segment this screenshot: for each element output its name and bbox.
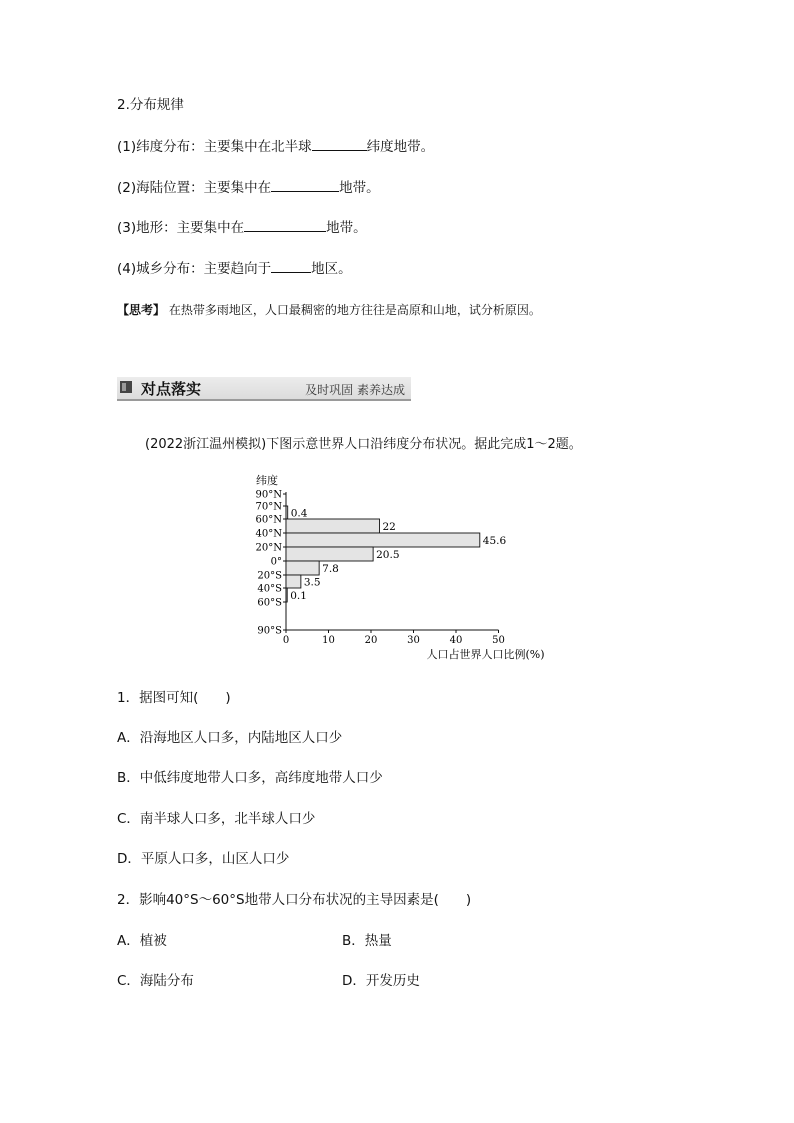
bar-value-label: 0.4 (290, 507, 308, 520)
y-tick-label: 40°N (255, 528, 282, 540)
bar (286, 519, 380, 533)
section-title: 对点落实 (141, 380, 202, 398)
section-square-icon-inner (122, 383, 126, 391)
fill-item-land-sea (117, 178, 380, 197)
answer-blank[interactable] (271, 178, 339, 192)
fill-item-text: 地带。 (326, 220, 367, 236)
fill-item-text: (1)纬度分布：主要集中在北半球 (117, 139, 312, 155)
y-axis-label: 纬度 (256, 474, 278, 487)
bar (286, 561, 319, 575)
think-tag: 【思考】 (117, 303, 166, 317)
question-1-stem: 1．据图可知( ) (117, 690, 231, 706)
x-tick-label: 40 (449, 635, 463, 646)
fill-item-terrain (117, 218, 367, 237)
bar (286, 533, 480, 547)
y-tick-label: 40°S (257, 583, 282, 595)
question-intro: (2022浙江温州模拟)下图示意世界人口沿纬度分布状况。据此完成1～2题。 (145, 437, 582, 452)
answer-blank[interactable] (271, 259, 311, 273)
y-tick-label: 70°N (255, 501, 282, 513)
bar (286, 575, 301, 588)
bar (286, 506, 288, 519)
y-tick-label: 60°S (257, 597, 282, 609)
think-prompt (117, 301, 541, 318)
think-text: 在热带多雨地区，人口最稠密的地方往往是高原和山地，试分析原因。 (168, 303, 541, 317)
x-tick-label: 50 (492, 635, 505, 646)
x-tick-label: 20 (364, 635, 378, 646)
bar-value-label: 7.8 (322, 563, 339, 575)
fill-item-text: (4)城乡分布：主要趋向于 (117, 261, 272, 277)
question-2-option-d[interactable]: D．开发历史 (342, 973, 420, 989)
y-tick-label: 20°N (255, 542, 282, 554)
fill-item-text: (3)地形：主要集中在 (117, 220, 245, 236)
question-1-option-d[interactable]: D．平原人口多，山区人口少 (117, 851, 290, 867)
x-tick-label: 10 (322, 635, 335, 646)
bar-value-label: 3.5 (303, 576, 321, 589)
section-bar (117, 377, 411, 401)
fill-item-latitude (117, 137, 434, 156)
y-tick-label: 90°N (255, 489, 282, 501)
fill-item-urban-rural (117, 259, 352, 278)
bar-value-label: 22 (382, 521, 396, 533)
question-1-option-c[interactable]: C．南半球人口多，北半球人口少 (117, 811, 316, 827)
x-tick-label: 0 (282, 635, 290, 646)
fill-item-text: (2)海陆位置：主要集中在 (117, 180, 272, 196)
bar-value-label: 0.1 (290, 590, 307, 602)
question-2-option-b[interactable]: B．热量 (342, 933, 392, 949)
bar-value-label: 45.6 (482, 535, 507, 547)
question-2-option-a[interactable]: A．植被 (117, 933, 167, 949)
question-1-option-b[interactable]: B．中低纬度地带人口多，高纬度地带人口少 (117, 770, 383, 786)
x-axis-label: 人口占世界人口比例(%) (426, 648, 545, 661)
y-tick-label: 60°N (255, 514, 282, 526)
section-heading: 2.分布规律 (117, 97, 184, 113)
question-1-option-a[interactable]: A．沿海地区人口多，内陆地区人口少 (117, 730, 343, 746)
y-tick-label: 90°S (257, 625, 282, 637)
x-tick-label: 30 (407, 635, 420, 646)
question-2-stem: 2．影响40°S～60°S地带人口分布状况的主导因素是( ) (117, 892, 472, 908)
fill-item-text: 地区。 (311, 261, 352, 277)
bar-value-label: 20.5 (376, 549, 400, 561)
answer-blank[interactable] (244, 218, 326, 232)
y-tick-label: 20°S (257, 570, 282, 582)
bar (286, 547, 373, 561)
y-tick-label: 0° (270, 556, 282, 568)
fill-item-text: 纬度地带。 (366, 139, 435, 155)
bar (286, 588, 287, 602)
answer-blank[interactable] (312, 137, 367, 151)
section-subtitle: 及时巩固 素养达成 (305, 383, 405, 397)
fill-item-text: 地带。 (339, 180, 380, 196)
population-latitude-chart (240, 470, 560, 665)
question-2-option-c[interactable]: C．海陆分布 (117, 973, 194, 989)
